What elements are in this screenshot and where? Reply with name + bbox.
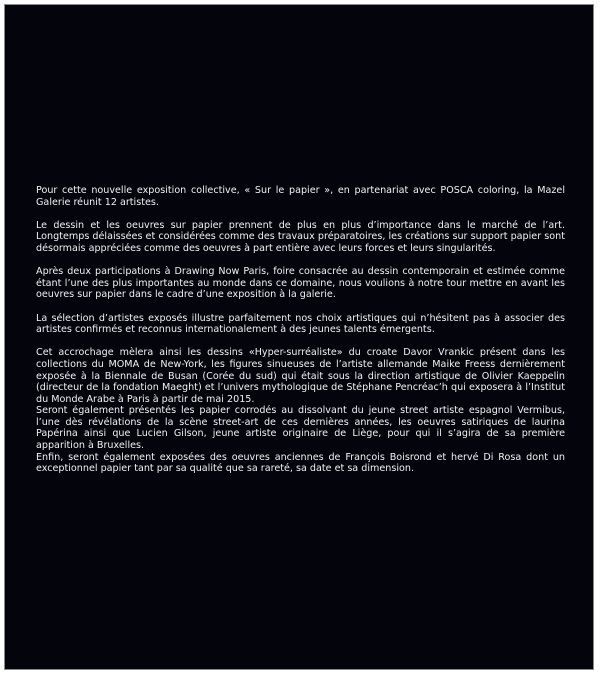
paragraph-drawing-importance: Le dessin et les oeuvres sur papier prennent de plus en plus d’importance dans le marché de l’art. Longtemps délaissées et considérées comme des travaux préparatoires, les créations sur support papier sont désormais appréciées comme des oeuvres à part entière avec leurs forces et leurs singularités. [36, 219, 565, 254]
paragraph-intro: Pour cette nouvelle exposition collective, « Sur le papier », en partenariat avec POSCA coloring, la Mazel Galerie réunit 12 artistes. [36, 185, 565, 208]
paragraph-street-artists: Seront également présentés les papier corrodés au dissolvant du jeune street artiste espagnol Vermibus, l’une dès révélations de la scène street-art de ces dernières années, les oeuvres satiriques de laurina Papérina ainsi que Lucien Gilson, jeune artiste originaire de Liège, pour qui il s’agira de sa première apparition à Bruxelles. [36, 405, 565, 452]
paragraph-drawing-now: Après deux participations à Drawing Now Paris, foire consacrée au dessin contemporain et estimée comme étant l’une des plus importantes au monde dans ce domaine, nous voulions à notre tour mettre en avant les oeuvres sur papier dans le cadre d’une exposition à la galerie. [36, 266, 565, 301]
content-panel [4, 4, 594, 670]
paragraph-exhibition-artists: Cet accrochage mèlera ainsi les dessins «Hyper-surréaliste» du croate Davor Vrankic présent dans les collections du MOMA de New-York, les figures sinueuses de l’artiste allemande Maike Freess dernièrement exposée à la Biennale de Busan (Corée du sud) qui était sous la direction artistique de Olivier Kaeppelin (directeur de la fondation Maeght) et l’univers mythologique de Stéphane Pencréac’h qui exposera à l’Institut du Monde Arabe à Paris à partir de mai 2015. [36, 347, 565, 405]
paragraph-older-works: Enfin, seront également exposées des oeuvres anciennes de François Boisrond et hervé Di Rosa dont un exceptionnel papier tant par sa qualité que sa rareté, sa date et sa dimension. [36, 451, 565, 475]
paragraph-artist-selection: La sélection d’artistes exposés illustre parfaitement nos choix artistiques qui n’hésitent pas à associer des artistes confirmés et reconnus internationalement à des jeunes talents émergents. [36, 312, 565, 336]
article-body [36, 185, 565, 475]
